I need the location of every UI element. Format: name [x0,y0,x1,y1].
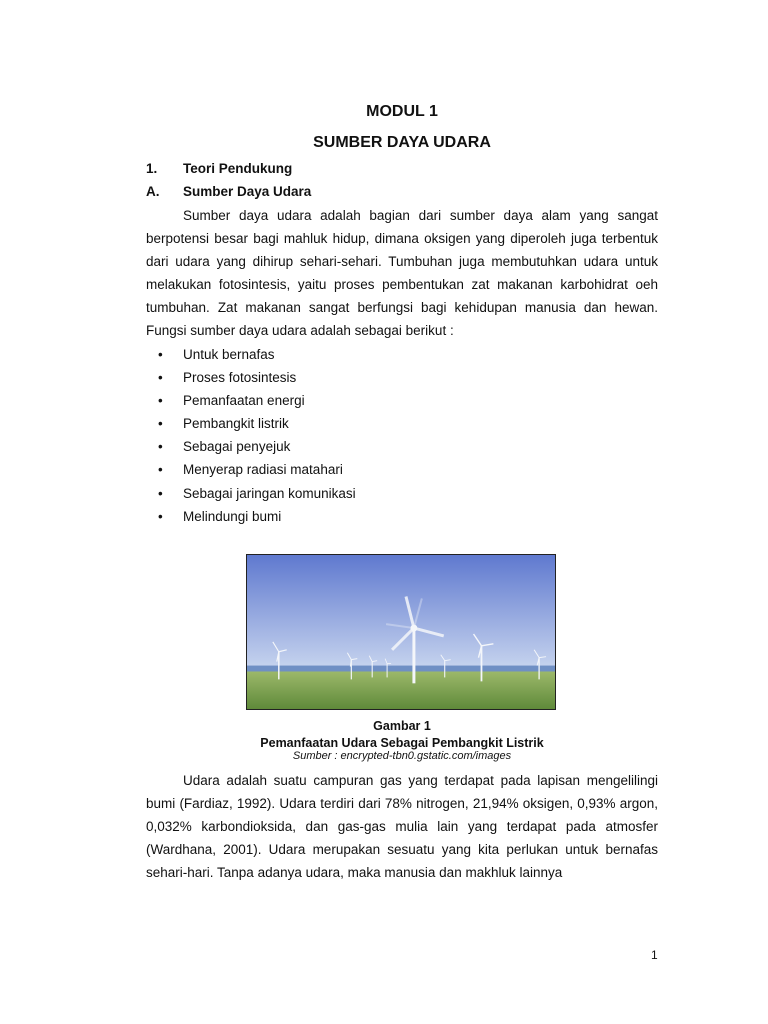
bullet-icon: • [158,393,163,409]
module-subtitle: SUMBER DAYA UDARA [313,134,491,151]
bullet-icon: • [158,485,163,501]
sky [247,555,555,671]
paragraph-air-text: Udara adalah suatu campuran gas yang terdapat pada lapisan mengelilingi bumi (Fardiaz, 1992). Udara terdiri dari 78% nitrogen, 21,94% oksigen, 0,93% argon, 0,032% karbondioksida, dan gas-gas mulia lain yang terdapat pada atmosfer (Wardhana, 2001). Udara merupakan sesuatu yang kita perlukan untuk bernafas sehari-hari. Tanpa adanya udara, maka manusia dan makhluk lainnya [146,773,658,880]
bullet-icon: • [158,508,163,524]
section-number: 1. [146,161,158,176]
list-item-text: Sebagai jaringan komunikasi [183,485,356,501]
list-item-text: Untuk bernafas [183,347,275,362]
list-item-text: Menyerap radiasi matahari [183,462,343,478]
figure-caption: Pemanfaatan Udara Sebagai Pembangkit Listrik [260,736,544,750]
section-label: Teori Pendukung [183,161,293,176]
bullet-icon: • [158,347,163,362]
page-number: 1 [651,948,658,962]
list-item-text: Sebagai penyejuk [183,439,291,455]
figure-label: Gambar 1 [373,719,431,733]
bullet-icon: • [158,462,163,478]
paragraph-air-composition [146,769,658,884]
figure-source: Sumber : encrypted-tbn0.gstatic.com/images [292,750,512,762]
bullet-icon: • [158,439,163,455]
paragraph-intro-text: Sumber daya udara adalah bagian dari sumber daya alam yang sangat berpotensi besar bagi mahluk hidup, dimana oksigen yang diperoleh juga terbentuk dari udara yang dihirup sehari-sehari. Tumbuhan juga membutuhkan udara untuk melakukan fotosintesis, yaitu proses pembentukan zat makanan karbohidrat oeh tumbuhan. Zat makanan sangat berfungsi bagi kehidupan manusia dan hewan. Fungsi sumber daya udara adalah sebagai berikut : [146,208,658,338]
section-heading [146,161,292,176]
grass-field [247,671,555,709]
bullet-icon: • [158,370,163,386]
subsection-label: Sumber Daya Udara [183,184,312,199]
wind-turbine-illustration [247,555,555,709]
subsection-heading [146,184,311,199]
paragraph-intro [146,204,658,342]
bullet-icon: • [158,416,163,432]
subsection-number: A. [146,184,160,199]
list-item-text: Proses fotosintesis [183,370,297,386]
wind-turbine-photo [246,554,556,710]
module-title: MODUL 1 [366,103,438,120]
list-item-text: Pemanfaatan energi [183,393,305,409]
list-item-text: Pembangkit listrik [183,416,289,432]
list-item-text: Melindungi bumi [183,508,282,524]
